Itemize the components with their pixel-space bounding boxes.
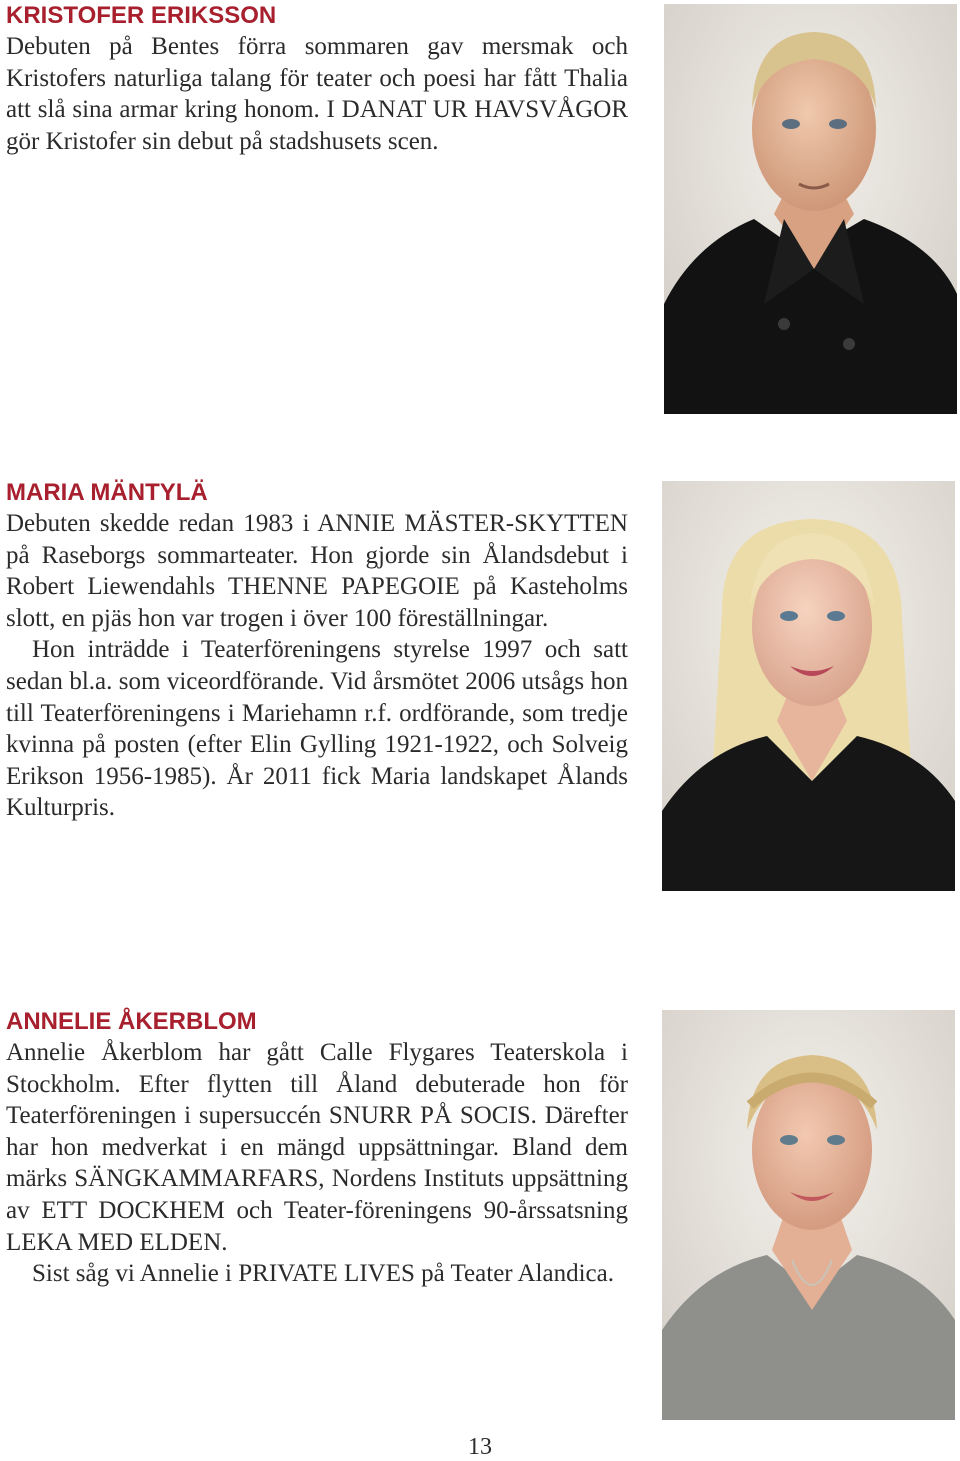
bio-paragraph: Sist såg vi Annelie i PRIVATE LIVES på Teater Alandica. <box>32 1260 614 1288</box>
bio-paragraph: Hon inträdde i Teaterföreningens styrelse 1997 och satt sedan bl.a. som viceordförande. Vid årsmötet 2006 utsågs hon till Teaterföreningens i Mariehamn r.f. ordförande, som tredje kvinna på posten (efter Elin Gylling 1921-1922, och Solveig Erikson 1956-1985). År 2011 fick Maria landskapet Ålands Kulturpris. <box>6 636 628 822</box>
portrait-photo-kristofer <box>664 4 957 414</box>
profile-name-annelie: ANNELIE ÅKERBLOM <box>6 1008 257 1035</box>
bio-paragraph: Debuten skedde redan 1983 i ANNIE MÄSTER-SKYTTEN på Raseborgs sommarteater. Hon gjorde sin Ålandsdebut i Robert Liewendahls THENNE PAPEGOIE på Kasteholms slott, en pjäs hon var trogen i över 100 föreställningar. <box>6 510 628 632</box>
page-number: 13 <box>468 1434 492 1460</box>
portrait-photo-annelie <box>662 1010 955 1420</box>
bio-paragraph: Annelie Åkerblom har gått Calle Flygares Teaterskola i Stockholm. Efter flytten till Åland debuterade hon för Teaterföreningen i supersuccén SNURR PÅ SOCIS. Därefter har hon medverkat i en mängd uppsättningar. Bland dem märks SÄNGKAMMARFARS, Nordens Instituts uppsättning av ETT DOCKHEM och Teater-föreningens 90-årssatsning LEKA MED ELDEN. <box>6 1039 628 1256</box>
profile-name-maria: MARIA MÄNTYLÄ <box>6 479 208 506</box>
portrait-photo-maria <box>662 481 955 891</box>
profile-bio-annelie <box>6 1037 628 1290</box>
bio-paragraph: Debuten på Bentes förra sommaren gav mersmak och Kristofers naturliga talang för teater och poesi har fått Thalia att slå sina armar kring honom. I DANAT UR HAVSVÅGOR gör Kristofer sin debut på stadshusets scen. <box>6 33 628 155</box>
profile-bio-maria <box>6 508 628 824</box>
profile-name-kristofer: KRISTOFER ERIKSSON <box>6 2 277 29</box>
profile-bio-kristofer <box>6 31 628 157</box>
